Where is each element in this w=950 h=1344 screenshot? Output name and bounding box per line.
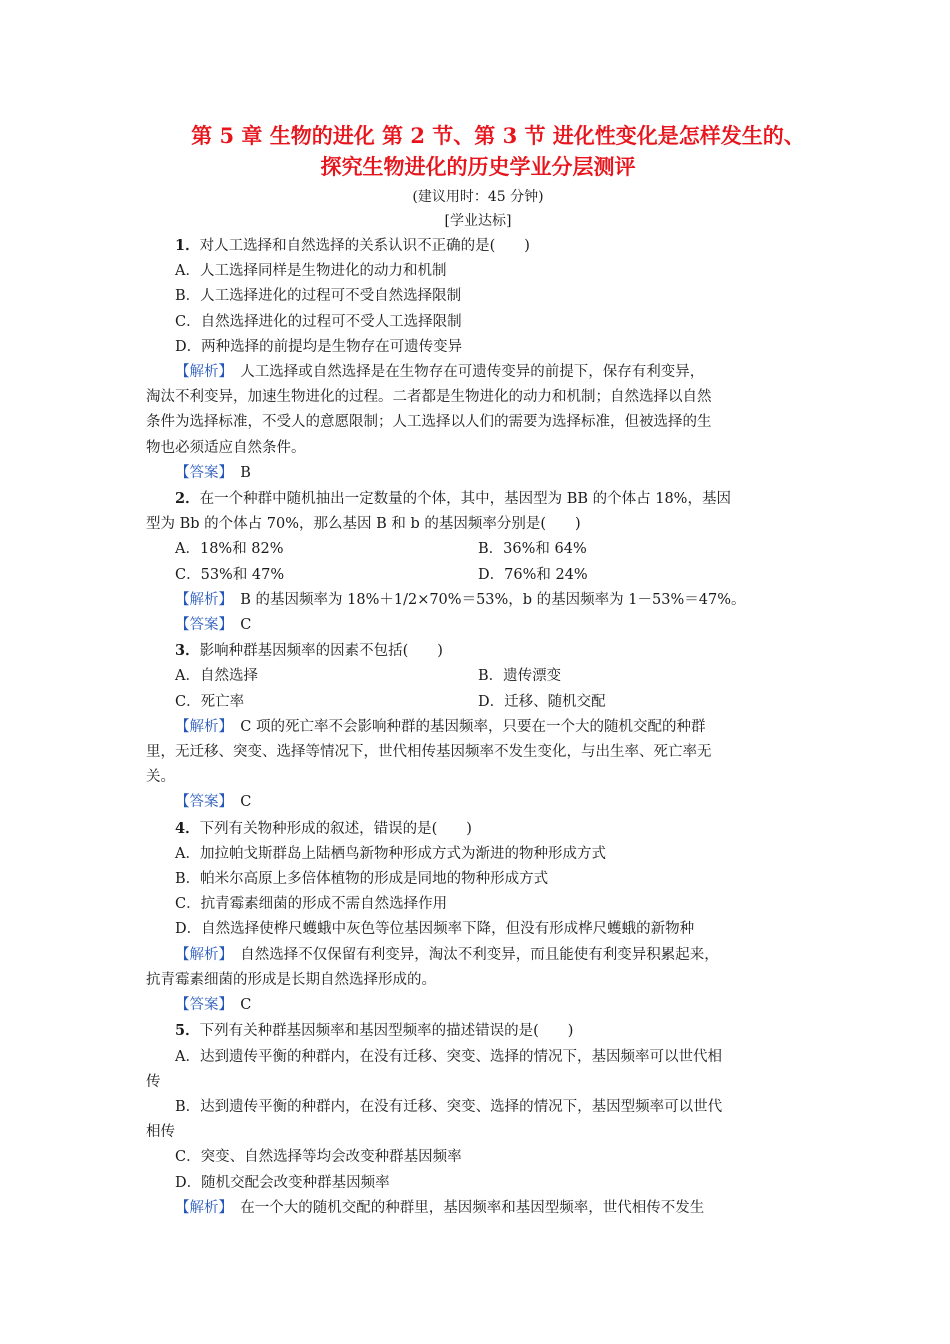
answer-value: C [225, 617, 252, 634]
analysis-label: 【解析】 [175, 1199, 226, 1216]
question-1-stem [146, 233, 810, 259]
analysis-text: B 的基因频率为 18%＋1/2×70%＝53%，b 的基因频率为 1－53%＝47%。 [225, 591, 746, 608]
question-text: 对人工选择和自然选择的关系认识不正确的是( ) [199, 238, 530, 254]
analysis-label: 【解析】 [175, 364, 226, 381]
option: D．两种选择的前提均是生物存在可遗传变异 [175, 338, 463, 355]
option: B．达到遗传平衡的种群内，在没有迁移、突变、选择的情况下，基因型频率可以世代 [175, 1098, 723, 1115]
option: C．突变、自然选择等均会改变种群基因频率 [175, 1149, 462, 1166]
analysis-label: 【解析】 [175, 591, 226, 608]
option: D．自然选择使桦尺蠖蛾中灰色等位基因频率下降，但没有形成桦尺蠖蛾的新物种 [175, 921, 695, 938]
analysis-text: 抗青霉素细菌的形成是长期自然选择形成的。 [146, 971, 436, 988]
question-number: 4． [175, 819, 200, 837]
analysis-text: 关。 [146, 769, 175, 786]
analysis-label: 【解析】 [175, 946, 226, 963]
option: B．36%和 64% [478, 541, 587, 558]
option-continued: 传 [146, 1073, 161, 1090]
analysis-text: 里，无迁移、突变、选择等情况下，世代相传基因频率不发生变化，与出生率、死亡率无 [146, 744, 712, 761]
option: B．帕米尔高原上多倍体植物的形成是同地的物种形成方式 [175, 871, 549, 888]
question-number: 5． [175, 1022, 200, 1040]
option-row [146, 690, 810, 715]
option: C．死亡率 [175, 693, 245, 710]
question-5-stem [146, 1018, 810, 1044]
answer-value: C [225, 997, 252, 1014]
analysis-text: 人工选择或自然选择是在生物存在可遗传变异的前提下，保存有利变异， [225, 364, 705, 381]
title-line-2: 探究生物进化的历史学业分层测评 [320, 154, 636, 179]
option: A．人工选择同样是生物进化的动力和机制 [175, 263, 447, 280]
question-4-stem [146, 816, 810, 842]
analysis-text: 淘汰不利变异，加速生物进化的过程。二者都是生物进化的动力和机制；自然选择以自然 [146, 389, 712, 406]
answer-line [146, 461, 810, 486]
option-row [146, 664, 810, 689]
answer-label: 【答案】 [175, 794, 226, 811]
question-number: 3． [175, 642, 200, 660]
title-line-1: 第 5 章 生物的进化 第 2 节、第 3 节 进化性变化是怎样发生的、 [191, 123, 805, 148]
question-text: 型为 Bb 的个体占 70%，那么基因 B 和 b 的基因频率分别是( ) [146, 516, 581, 533]
question-text: 下列有关物种形成的叙述，错误的是( ) [199, 820, 472, 837]
option-row [146, 563, 810, 588]
analysis-line [146, 360, 810, 385]
option: A．达到遗传平衡的种群内，在没有迁移、突变、选择的情况下，基因频率可以世代相 [175, 1048, 722, 1065]
answer-label: 【答案】 [175, 617, 226, 634]
analysis-line [146, 588, 810, 613]
document-page [146, 120, 810, 1221]
option: D．随机交配会改变种群基因频率 [175, 1174, 390, 1191]
answer-line [146, 993, 810, 1018]
question-text: 在一个种群中随机抽出一定数量的个体，其中，基因型为 BB 的个体占 18%，基因 [199, 491, 731, 508]
option: A．加拉帕戈斯群岛上陆栖鸟新物种形成方式为渐进的物种形成方式 [175, 845, 606, 862]
option: B．遗传漂变 [478, 668, 562, 685]
page-title [146, 120, 810, 182]
option: A．18%和 82% [175, 541, 284, 558]
analysis-line [146, 1196, 810, 1221]
analysis-text: 物也必须适应自然条件。 [146, 439, 306, 456]
option: A．自然选择 [175, 668, 258, 685]
option: C．抗青霉素细菌的形成不需自然选择作用 [175, 896, 448, 913]
option-continued: 相传 [146, 1124, 175, 1141]
section-heading: [学业达标] [444, 213, 512, 229]
analysis-line [146, 715, 810, 740]
answer-label: 【答案】 [175, 464, 226, 481]
option-row [146, 537, 810, 562]
option: D．迁移、随机交配 [478, 693, 606, 710]
answer-line [146, 613, 810, 638]
question-text: 影响种群基因频率的因素不包括( ) [199, 643, 443, 660]
question-3-stem [146, 638, 810, 664]
question-2-stem [146, 486, 810, 512]
time-note: (建议用时：45 分钟) [412, 189, 544, 205]
analysis-text: C 项的死亡率不会影响种群的基因频率，只要在一个大的随机交配的种群 [225, 718, 706, 735]
question-number: 1． [175, 237, 200, 254]
option: D．76%和 24% [478, 566, 588, 583]
analysis-text: 自然选择不仅保留有利变异，淘汰不利变异，而且能使有利变异积累起来， [225, 946, 719, 963]
option: C．自然选择进化的过程可不受人工选择限制 [175, 313, 462, 330]
option: B．人工选择进化的过程可不受自然选择限制 [175, 288, 462, 305]
answer-value: C [225, 794, 252, 811]
answer-value: B [225, 464, 251, 481]
answer-line [146, 790, 810, 815]
analysis-label: 【解析】 [175, 718, 226, 735]
option: C．53%和 47% [175, 566, 285, 583]
analysis-line [146, 943, 810, 968]
question-number: 2． [175, 490, 200, 508]
analysis-text: 在一个大的随机交配的种群里，基因频率和基因型频率，世代相传不发生 [225, 1199, 705, 1216]
question-text: 下列有关种群基因频率和基因型频率的描述错误的是( ) [199, 1023, 574, 1040]
answer-label: 【答案】 [175, 997, 226, 1014]
analysis-text: 条件为选择标准，不受人的意愿限制；人工选择以人们的需要为选择标准，但被选择的生 [146, 414, 712, 431]
